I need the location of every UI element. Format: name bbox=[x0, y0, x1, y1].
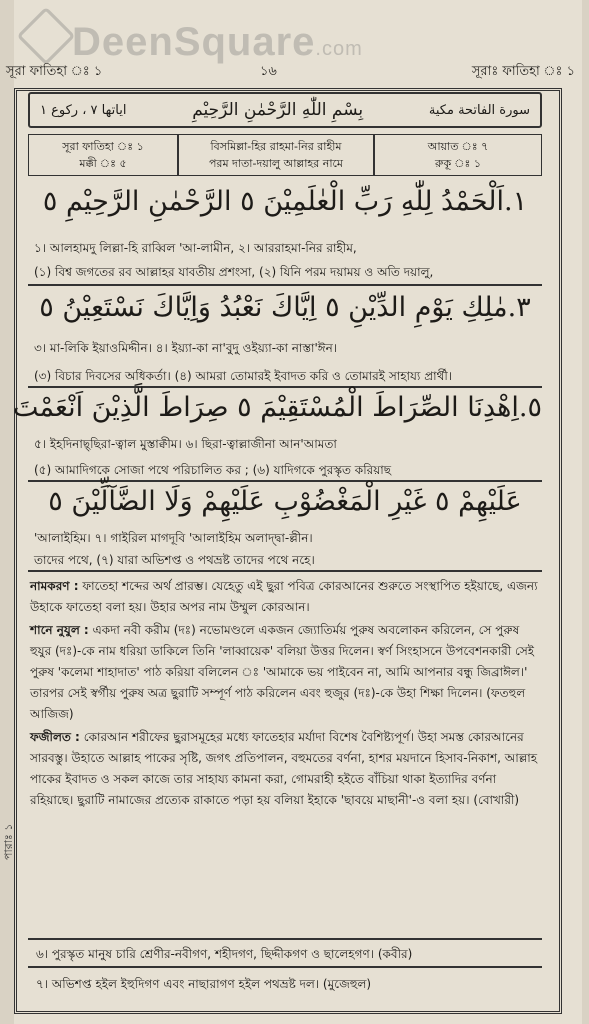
divider bbox=[28, 284, 542, 286]
note-text: কোরআন শরীফের ছুরাসমূহের মধ্যে ফাতেহার মর্যাদা বিশেষ বৈশিষ্ট্যপূর্ণ। উহা সমস্ত কোরআনের সারবস্তু। উহাতে আল্লাহ পাকের সৃষ্টি, জগৎ প্রতিপালন, বহুমতের বর্ণনা, হাশর ময়দানে হিসাব-নিকাশ, আল্লাহ পাকের ইবাদত ও সকল কাজে তার সাহায্য কামনা করা, গোমরাহী হইতে বাঁচিয়া থাকা ইত্যাদির বর্ণনা রহিয়াছে। ছুরাটি নামাজের প্রত্যেক রাকাতে পড়া হয় বলিয়া ইহাকে 'ছাবয়ে মাছানী'-ও বলা হয়। (বোখারী) bbox=[30, 730, 538, 807]
watermark-suffix: .com bbox=[315, 38, 363, 60]
commentary bbox=[30, 576, 542, 813]
info-counts bbox=[374, 134, 542, 176]
note-text: একদা নবী করীম (দঃ) নভোমণ্ডলে একজন জ্যোতির্ময় পুরুষ অবলোকন করিলেন, সে পুরুষ হুযুর (দঃ)-কে নাম ধরিয়া ডাকিলে তিনি 'লাব্বায়েক' বলিয়া উত্তর দিলেন। স্বর্ণ সিংহাসনে উপবেশনকারী সেই পুরুষ 'কলেমা শাহাদাত' পাঠ করিয়া বলিলেন ঃ 'আমাকে ভয় পাইবেন না, আমি আপনার বন্ধু জিব্রাঈল।' তারপর সেই স্বর্গীয় পুরুষ অত্র ছুরাটি সম্পূর্ণ পাঠ করিলেন এবং হুজুর (দঃ)-কে উহা শিক্ষা দিলেন। (ফতহুল আজিজ) bbox=[30, 623, 535, 721]
info-bismillah bbox=[178, 134, 374, 176]
verse-meaning: (১) বিশ্ব জগতের রব আল্লাহর যাবতীয় প্রশংসা, (২) যিনি পরম দয়াময় ও অতি দয়ালু, bbox=[34, 265, 434, 279]
verse-meaning: (৩) বিচার দিবসের অধিকর্তা। (৪) আমরা তোমারই ইবাদত করি ও তোমারই সাহায্য প্রার্থী। bbox=[34, 369, 453, 383]
note-label: নামকরণ : bbox=[30, 579, 79, 593]
verse-arabic: ١.اَلْحَمْدُ لِلّٰهِ رَبِّ الْعٰلَمِيْنَ ٥ الرَّحْمٰنِ الرَّحِيْمِ ٥ bbox=[42, 186, 528, 217]
watermark-name: DeenSquare bbox=[72, 20, 316, 64]
surah-banner bbox=[28, 92, 542, 128]
banner-ayat-count: اياتها ٧ ، ركوع ١ bbox=[40, 102, 127, 118]
footnote: ৬। পুরস্কৃত মানুষ চারি শ্রেণীর-নবীগণ, শহীদগণ, ছিদ্দীকগণ ও ছালেহগণ। (কবীর) bbox=[36, 947, 413, 961]
note-text: ফাতেহা শব্দের অর্থ প্রারম্ভ। যেহেতু এই ছুরা পবিত্র কোরআনের শুরুতে সংস্থাপিত হইয়াছে, এজন্য উহাকে ফাতেহা বলা হয়। উহার অপর নাম উম্মুল কোরআন। bbox=[30, 579, 538, 614]
watermark bbox=[72, 20, 363, 65]
banner-surah-name: سورة الفاتحة مكية bbox=[428, 102, 530, 118]
page-number: ১৬ bbox=[260, 64, 277, 79]
verse-translit: ১। আলহামদু লিল্লা-হি রাব্বিল 'আ-লামীন, ২। আররাহমা-নির রাহীম, bbox=[34, 241, 357, 255]
note-virtue bbox=[30, 727, 542, 811]
note-label: ফজীলত : bbox=[30, 730, 80, 744]
running-head-right: সূরাঃ ফাতিহা ঃ ১ bbox=[471, 64, 575, 79]
verse-translit: ৫। ইহদিনাছ্‌ছিরা-ত্বাল মুস্তাক্বীম। ৬। ছিরা-ত্বাল্লাজীনা আন'আমতা bbox=[34, 437, 337, 451]
info-surah bbox=[28, 134, 178, 176]
footnote: ৭। অভিশপ্ত হইল ইহুদিগণ এবং নাছারাগণ হইল পথভ্রষ্ট দল। (মুজেহুল) bbox=[36, 977, 372, 991]
info-bismillah-meaning: পরম দাতা-দয়ালু আল্লাহর নামে bbox=[208, 157, 344, 170]
running-head-left: সূরা ফাতিহা ঃ ১ bbox=[6, 64, 103, 79]
verse-meaning: তাদের পথে, (৭) যারা অভিশপ্ত ও পথভ্রষ্ট তাদের পথে নহে। bbox=[34, 553, 315, 567]
verse-arabic: ٥.اِهْدِنَا الصِّرَاطَ الْمُسْتَقِيْمَ ٥ صِرَاطَ الَّذِيْنَ اَنْعَمْتَ bbox=[12, 392, 542, 423]
verse-translit: 'আলাইহিম। ৭। গাইরিল মাগদূবি 'আলাইহিম অলাদ্দ্বা-ল্লীন। bbox=[34, 531, 313, 545]
divider bbox=[28, 386, 542, 388]
info-ruku: রুকূ ঃ ১ bbox=[435, 157, 481, 170]
divider bbox=[28, 480, 542, 482]
spine-marker: পারাঃ ১ bbox=[2, 823, 15, 860]
note-revelation bbox=[30, 620, 542, 725]
footnote-divider bbox=[28, 938, 542, 940]
page-frame bbox=[14, 88, 562, 1014]
verse-meaning: (৫) আমাদিগকে সোজা পথে পরিচালিত কর ; (৬) যাদিগকে পুরস্কৃত করিয়াছ bbox=[34, 463, 392, 477]
footnote-divider bbox=[28, 966, 542, 968]
verse-arabic: عَلَيْهِمْ ٥ غَيْرِ الْمَغْضُوْبِ عَلَيْهِمْ وَلَا الضَّآلِّيْنَ ٥ bbox=[48, 486, 522, 517]
verse-translit: ৩। মা-লিকি ইয়াওমিদ্দীন। ৪। ইয়্যা-কা না'বুদু ওইয়্যা-কা নাস্তা'ঈন। bbox=[34, 341, 338, 355]
verse-arabic: ٣.مٰلِكِ يَوْمِ الدِّيْنِ ٥ اِيَّاكَ نَعْبُدُ وَاِيَّاكَ نَسْتَعِيْنُ ٥ bbox=[39, 292, 531, 323]
info-ayat: আয়াত ঃ ৭ bbox=[427, 140, 489, 153]
note-label: শানে নুযুল : bbox=[30, 623, 89, 637]
note-naming bbox=[30, 576, 542, 618]
info-surah-number: সূরা ফাতিহা ঃ ১ bbox=[62, 140, 144, 153]
banner-bismillah: بِسْمِ اللّٰهِ الرَّحْمٰنِ الرَّحِيْمِ bbox=[192, 100, 364, 120]
divider bbox=[28, 570, 542, 572]
info-bismillah-translit: বিসমিল্লা-হির রাহমা-নির রাহীম bbox=[210, 140, 342, 153]
info-makki: মক্কী ঃ ৫ bbox=[79, 157, 127, 170]
